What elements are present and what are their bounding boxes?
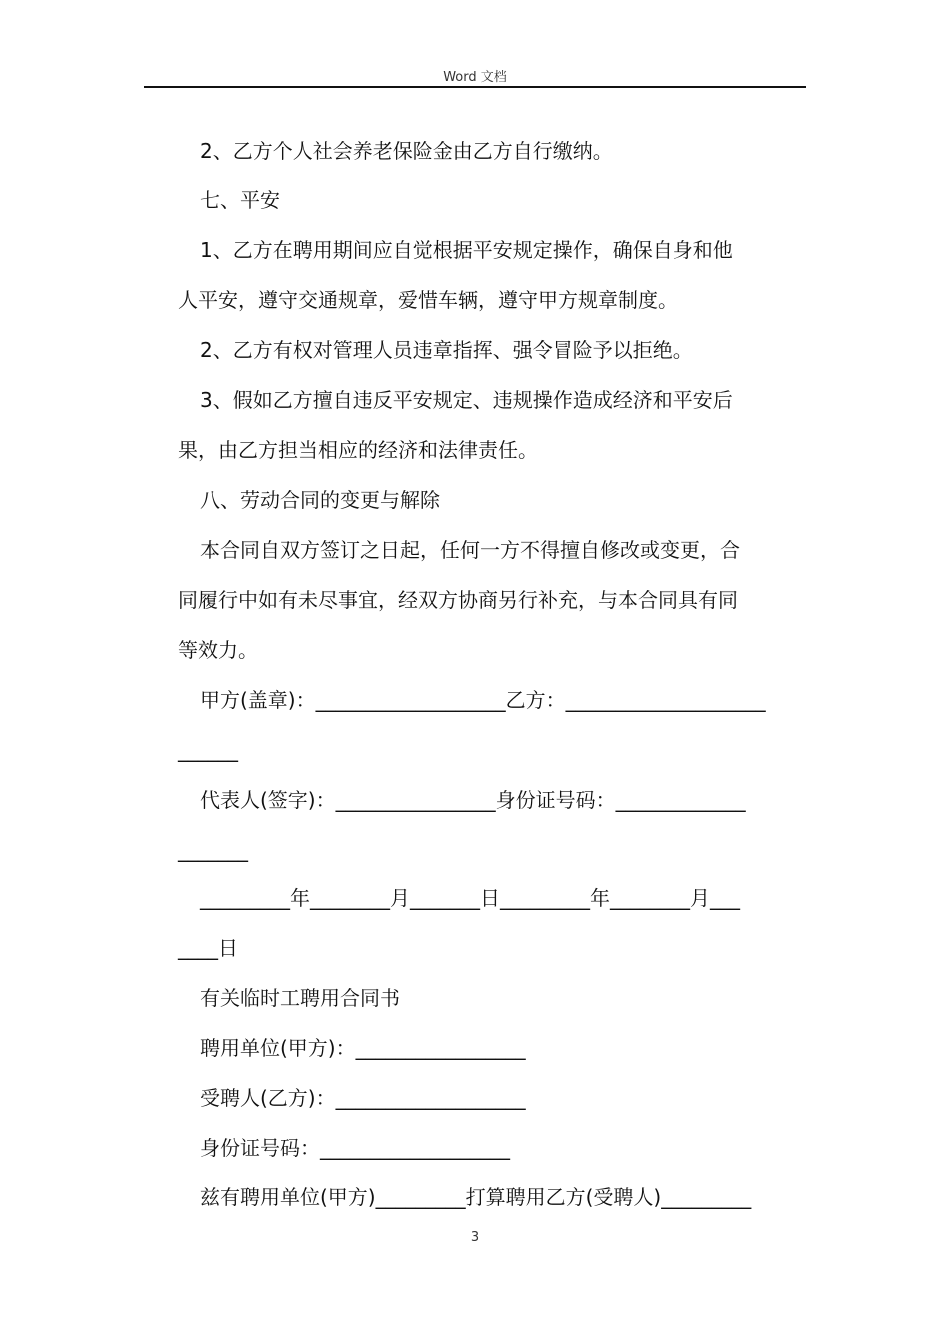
date-line: _________年________月_______日_________年________月___ xyxy=(200,886,740,910)
paragraph-line: 1、乙方在聘用期间应自觉根据平安规定操作，确保自身和他 xyxy=(200,238,733,262)
section-heading: 八、劳动合同的变更与解除 xyxy=(200,488,440,512)
paragraph-line: 人平安，遵守交通规章，爱惜车辆，遵守甲方规章制度。 xyxy=(178,288,678,312)
form-field-line: 身份证号码：___________________ xyxy=(200,1136,510,1160)
paragraph-line: 2、乙方有权对管理人员违章指挥、强令冒险予以拒绝。 xyxy=(200,338,693,362)
paragraph-line: 兹有聘用单位(甲方)_________打算聘用乙方(受聘人)_________ xyxy=(200,1185,752,1209)
paragraph-line: 2、乙方个人社会养老保险金由乙方自行缴纳。 xyxy=(200,139,613,163)
document-subtitle: 有关临时工聘用合同书 xyxy=(200,986,400,1010)
paragraph-line: 本合同自双方签订之日起，任何一方不得擅自修改或变更，合 xyxy=(200,538,740,562)
form-field-line: 受聘人(乙方)：___________________ xyxy=(200,1086,526,1110)
date-line: ____日 xyxy=(178,936,238,960)
paragraph-line: 3、假如乙方擅自违反平安规定、违规操作造成经济和平安后 xyxy=(200,388,733,412)
signature-line: 代表人(签字)：________________身份证号码：_____________ xyxy=(200,788,746,812)
paragraph-line: 果，由乙方担当相应的经济和法律责任。 xyxy=(178,438,538,462)
section-heading: 七、平安 xyxy=(200,188,280,212)
signature-line: 甲方(盖章)：___________________乙方：____________________ xyxy=(200,688,766,712)
signature-line: _______ xyxy=(178,838,248,862)
paragraph-line: 同履行中如有未尽事宜，经双方协商另行补充，与本合同具有同 xyxy=(178,588,738,612)
page-number: 3 xyxy=(470,1230,480,1245)
header-rule xyxy=(144,86,806,88)
signature-line: ______ xyxy=(178,738,238,762)
form-field-line: 聘用单位(甲方)：_________________ xyxy=(200,1036,526,1060)
paragraph-line: 等效力。 xyxy=(178,638,258,662)
page-header: Word 文档 xyxy=(443,70,507,85)
